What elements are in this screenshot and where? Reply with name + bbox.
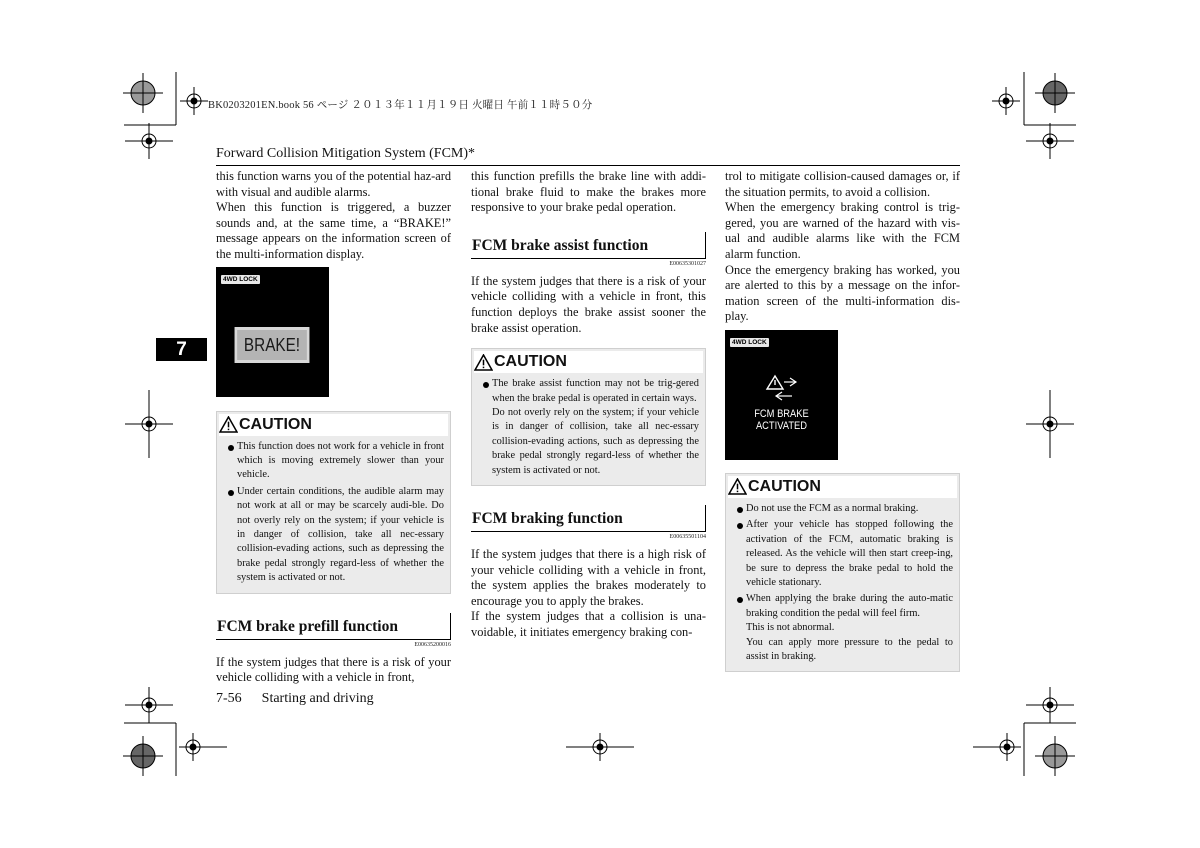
caution-item: When applying the brake during the auto-matic braking condition the pedal will feel firm. This is not abnormal. You can apply more pressure to the pedal to assist in braking. <box>732 592 953 664</box>
section-code: E00635200016 <box>414 641 451 648</box>
column-3 <box>725 169 960 672</box>
paragraph: trol to mitigate collision-caused damages or, if the situation permits, to avoid a collision. <box>725 169 960 199</box>
registration-mark <box>123 73 163 113</box>
caution-body <box>217 436 450 593</box>
warning-triangle-icon <box>474 354 493 371</box>
warning-triangle-icon <box>728 478 747 495</box>
paragraph: If the system judges that there is a high risk of your vehicle colliding with a vehicle in front, the system applies the brakes moderately to encourage you to apply the brakes. <box>471 547 706 608</box>
caution-header <box>474 351 703 373</box>
crosshair-mark <box>179 733 227 761</box>
page-title: Forward Collision Mitigation System (FCM)* <box>216 146 476 161</box>
crosshair-mark <box>1026 390 1074 458</box>
collision-warning-icon <box>762 374 802 404</box>
caution-title: CAUTION <box>748 477 821 495</box>
brake-message: BRAKE! <box>235 327 310 363</box>
section-heading: FCM braking function <box>471 508 706 532</box>
bullet-icon <box>228 490 234 496</box>
paragraph: Once the emergency braking has worked, you are alerted to this by a message on the infor-mation screen of the multi-information dis-play. <box>725 262 960 324</box>
paragraph: When this function is triggered, a buzzer sounds and, at the same time, a “BRAKE!” message appears on the information screen of the multi-information display. <box>216 200 451 261</box>
4wd-lock-indicator: 4WD LOCK <box>732 338 767 346</box>
fcm-activated-message: FCM BRAKE ACTIVATED <box>754 407 809 432</box>
caution-title: CAUTION <box>494 353 567 371</box>
fcm-activated-display <box>725 330 838 460</box>
brake-warning-display <box>216 267 329 397</box>
paragraph: this function prefills the brake line with addi-tional brake fluid to make the brakes more responsive to your brake pedal operation. <box>471 169 706 215</box>
4wd-lock-indicator: 4WD LOCK <box>223 275 258 283</box>
crosshair-mark <box>992 87 1020 115</box>
caution-body <box>472 373 705 485</box>
paragraph: If the system judges that there is a risk of your vehicle colliding with a vehicle in front, this function deploys the brake assist sooner the brake assist operation. <box>471 273 706 335</box>
print-header: BK0203201EN.book 56 ページ ２０１３年１１月１９日 火曜日 午前１１時５０分 <box>208 100 593 111</box>
column-1 <box>216 169 451 686</box>
title-divider <box>216 165 960 166</box>
crosshair-mark <box>1026 123 1074 159</box>
paragraph: this function warns you of the potential haz-ard with visual and audible alarms. <box>216 169 452 199</box>
registration-mark <box>123 736 163 776</box>
caution-box <box>725 473 960 672</box>
section-code: E00635301027 <box>669 260 706 267</box>
crosshair-mark <box>973 733 1021 761</box>
crosshair-mark <box>1026 687 1074 723</box>
caution-body <box>726 498 959 671</box>
bullet-icon <box>737 597 743 603</box>
caution-item: The brake assist function may not be trig-gered when the brake pedal is operated in certain ways. Do not overly rely on the system; if your vehicle is in danger of collision, take all nec-essary collision-evading actions, such as depressing the brake pedal strongly regard-less of whether the system is activated or not. <box>478 377 699 478</box>
column-2 <box>471 169 706 641</box>
crosshair-mark <box>125 687 173 723</box>
caution-item: This function does not work for a vehicle in front which is moving extremely slower than your vehicle. <box>223 440 444 483</box>
paragraph: If the system judges that a collision is una-voidable, it initiates emergency braking con- <box>471 609 706 639</box>
caution-item: After your vehicle has stopped following the activation of the FCM, automatic braking is released. As the vehicle will then start creep-ing, be sure to depress the brake pedal to hold the vehicle stationary. <box>732 518 953 590</box>
section-heading: FCM brake assist function <box>471 235 706 259</box>
registration-mark <box>1035 73 1075 113</box>
paragraph: When the emergency braking control is trig-gered, you are warned of the hazard with vis-ual and audible alarms like with the FCM alarm function. <box>725 200 960 261</box>
bullet-icon <box>228 445 234 451</box>
paragraph: If the system judges that there is a risk of your vehicle colliding with a vehicle in front, <box>216 654 451 685</box>
caution-header <box>219 414 448 436</box>
bullet-icon <box>737 523 743 529</box>
bullet-icon <box>737 507 743 513</box>
registration-mark <box>1035 736 1075 776</box>
crosshair-mark <box>566 733 634 761</box>
warning-triangle-icon <box>219 416 238 433</box>
caution-box <box>216 411 451 594</box>
caution-box <box>471 348 706 486</box>
crosshair-mark <box>180 87 208 115</box>
section-code: E00635501104 <box>669 534 706 540</box>
page-number: 7-56 <box>216 691 242 706</box>
caution-header <box>728 476 957 498</box>
chapter-tab-number: 7 <box>176 339 187 360</box>
bullet-icon <box>483 382 489 388</box>
caution-title: CAUTION <box>239 415 312 433</box>
caution-item: Do not use the FCM as a normal braking. <box>732 502 953 516</box>
caution-item: Under certain conditions, the audible alarm may not work at all or may be scarcely audi-ble. Do not overly rely on the system; if your vehicle is in danger of collision, take all nec-essary collision-evading actions, such as depressing the brake pedal strongly regard-less of whether the system is activated or not. <box>223 485 444 586</box>
chapter-name: Starting and driving <box>261 691 374 706</box>
crosshair-mark <box>125 123 173 159</box>
page-footer <box>216 691 374 707</box>
section-heading: FCM brake prefill function <box>216 616 451 640</box>
crosshair-mark <box>125 390 173 458</box>
chapter-tab <box>156 338 207 361</box>
